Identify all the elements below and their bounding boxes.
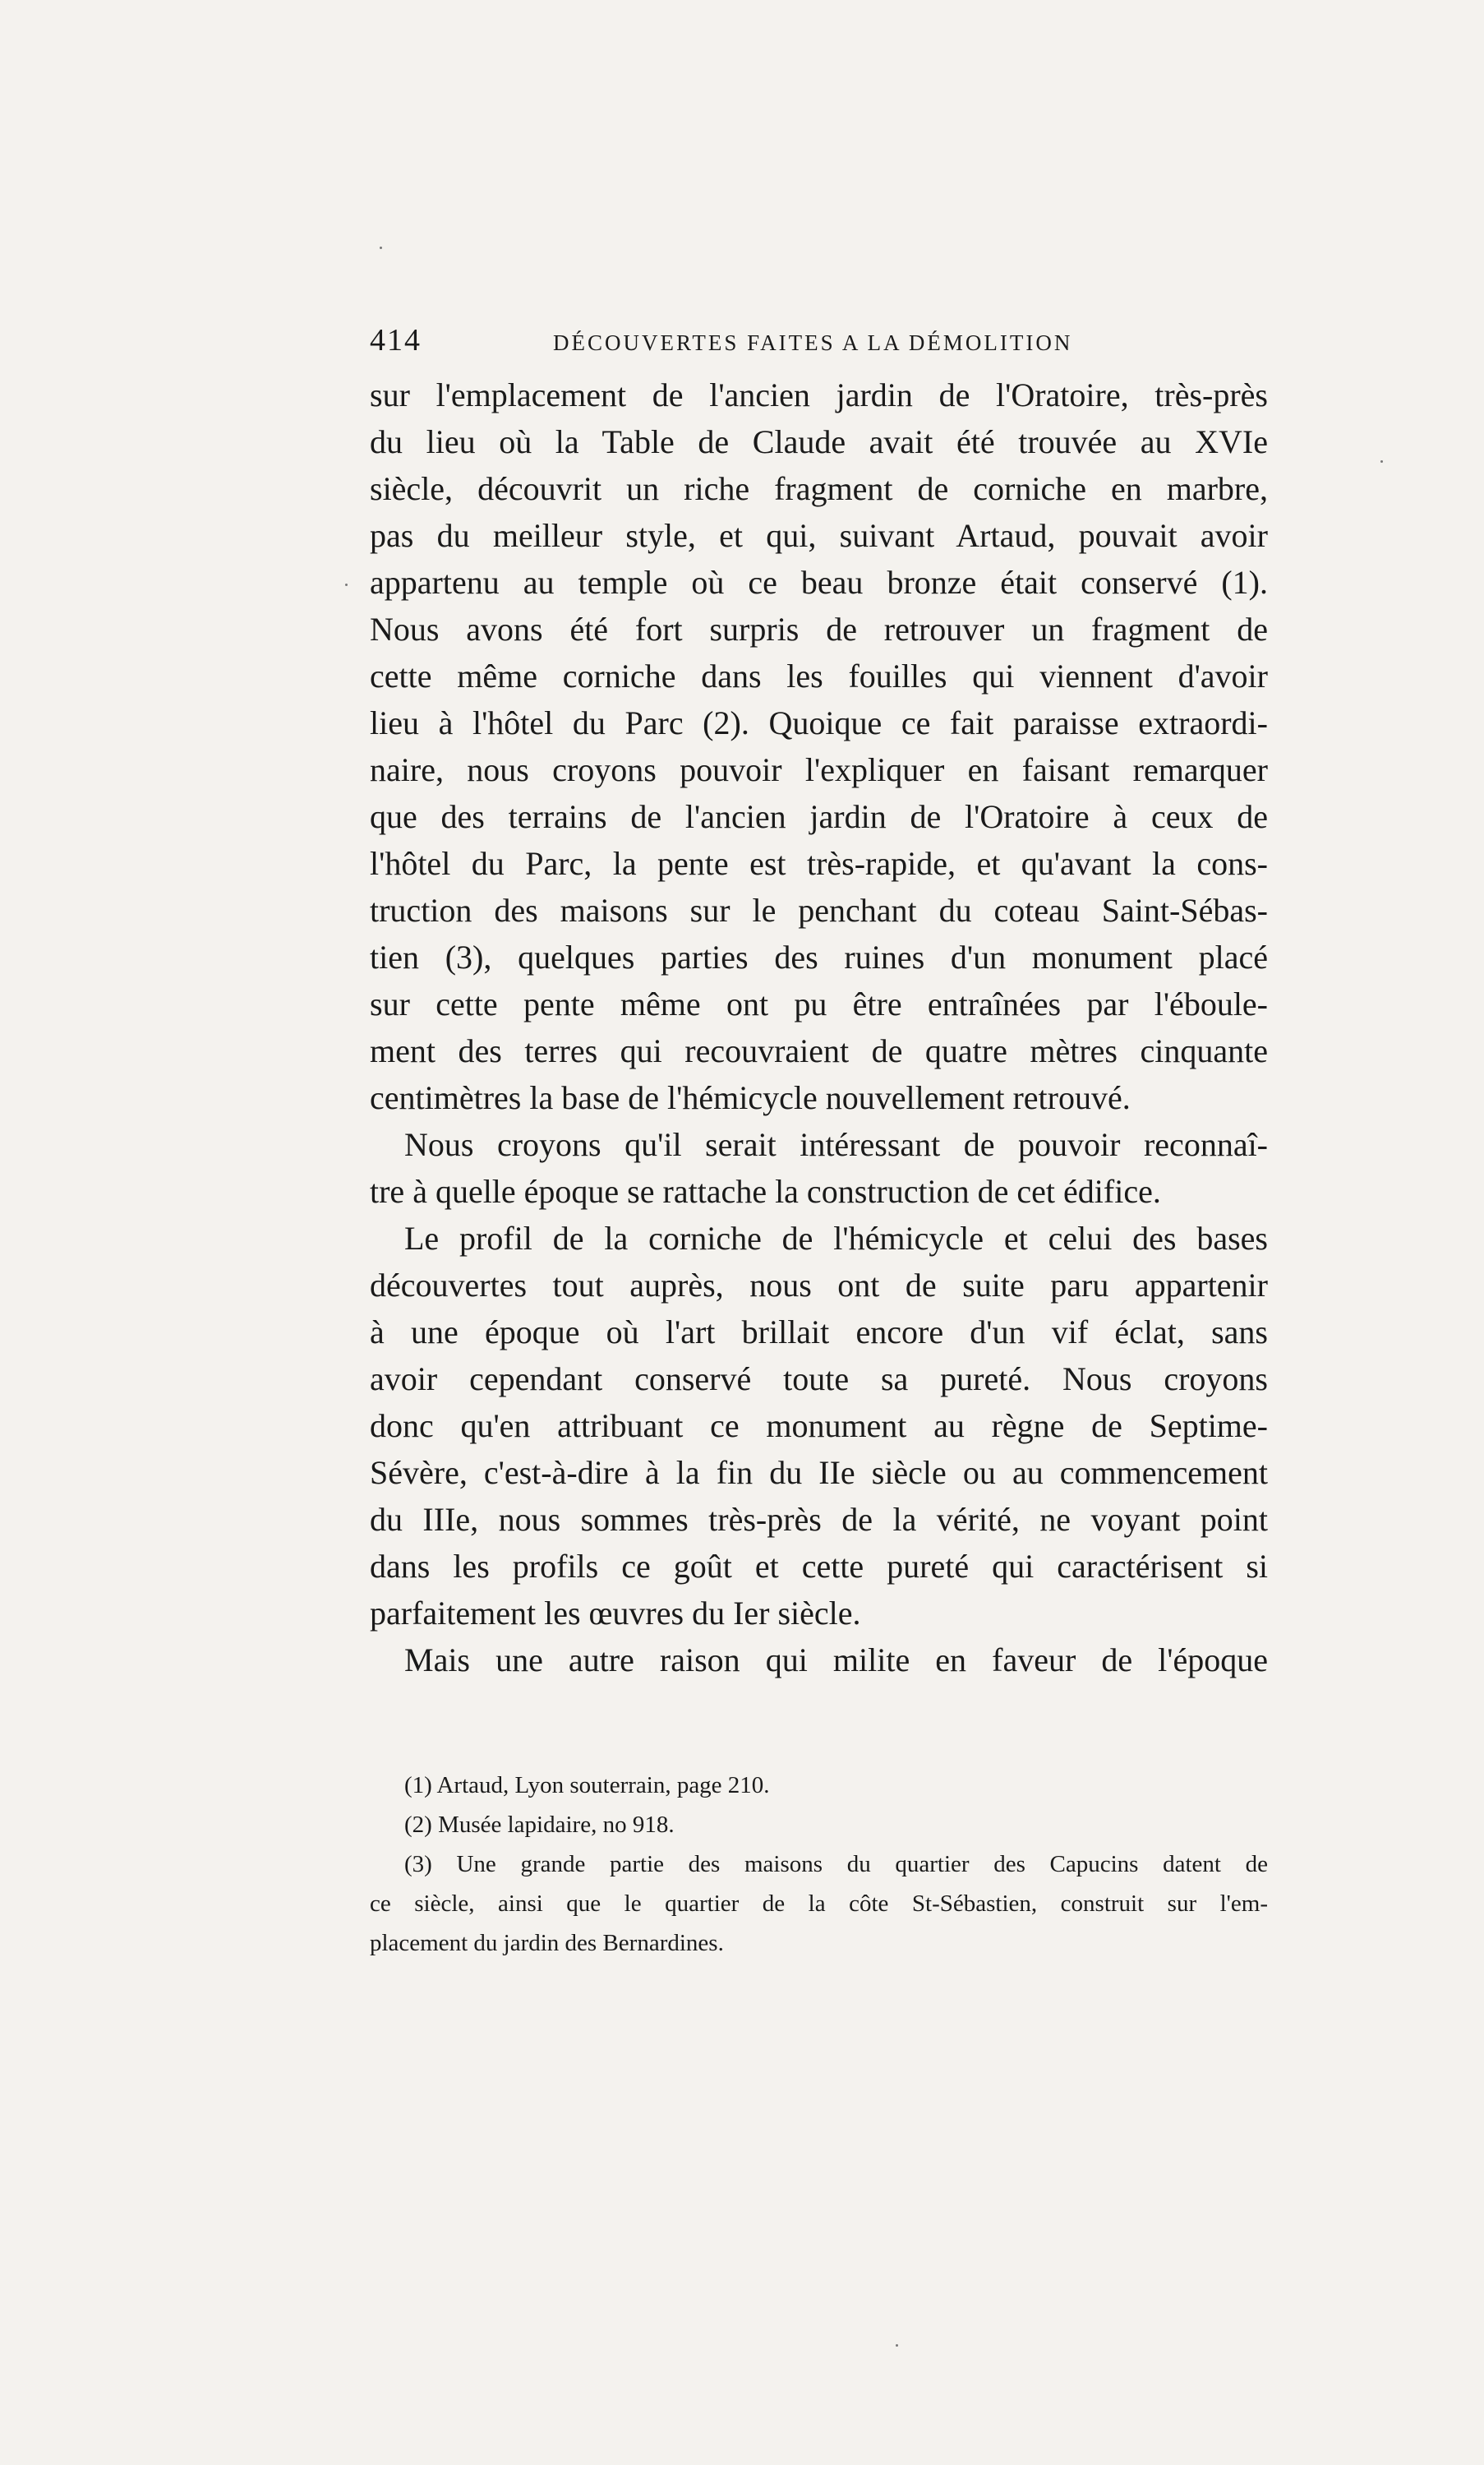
text-line: pas du meilleur style, et qui, suivant Artaud, pouvait avoir (370, 517, 1268, 554)
text-line: Sévère, c'est-à-dire à la fin du IIe siècle ou au commencement (370, 1454, 1268, 1491)
scan-speck (345, 584, 348, 586)
main-text (370, 372, 1268, 1683)
text-line: naire, nous croyons pouvoir l'expliquer en faisant remarquer (370, 751, 1268, 788)
text-line: du lieu où la Table de Claude avait été trouvée au XVIe (370, 423, 1268, 460)
text-line: Nous avons été fort surpris de retrouver un fragment de (370, 611, 1268, 648)
text-line: avoir cependant conservé toute sa pureté. Nous croyons (370, 1360, 1268, 1397)
text-line: à une époque où l'art brillait encore d'un vif éclat, sans (370, 1313, 1268, 1350)
text-line: Nous croyons qu'il serait intéressant de pouvoir reconnaî- (404, 1126, 1268, 1163)
text-line: Le profil de la corniche de l'hémicycle et celui des bases (404, 1220, 1268, 1257)
text-line: appartenu au temple où ce beau bronze était conservé (1). (370, 564, 1268, 601)
running-title: DÉCOUVERTES FAITES A LA DÉMOLITION (553, 330, 1073, 355)
footnotes (370, 1766, 1268, 1963)
text-line: Mais une autre raison qui milite en faveur de l'époque (404, 1641, 1268, 1678)
text-line: que des terrains de l'ancien jardin de l'Oratoire à ceux de (370, 798, 1268, 835)
text-line: siècle, découvrit un riche fragment de corniche en marbre, (370, 470, 1268, 507)
footnote-continuation: ce siècle, ainsi que le quartier de la côte St-Sébastien, construit sur l'em- (370, 1890, 1268, 1917)
text-line: parfaitement les œuvres du Ier siècle. (370, 1595, 861, 1632)
page-header (370, 322, 1109, 372)
text-line: l'hôtel du Parc, la pente est très-rapide, et qu'avant la cons- (370, 845, 1268, 882)
page-number: 414 (370, 323, 422, 358)
footnote: (2) Musée lapidaire, no 918. (404, 1812, 675, 1838)
footnote: (1) Artaud, Lyon souterrain, page 210. (404, 1772, 770, 1798)
footnote: (3) Une grande partie des maisons du quartier des Capucins datent de (404, 1851, 1268, 1877)
text-line: cette même corniche dans les fouilles qui viennent d'avoir (370, 658, 1268, 695)
scan-speck (896, 2344, 898, 2347)
text-line: lieu à l'hôtel du Parc (2). Quoique ce fait paraisse extraordi- (370, 704, 1268, 741)
scan-speck (1380, 460, 1383, 463)
text-line: tien (3), quelques parties des ruines d'un monument placé (370, 939, 1268, 976)
text-line: centimètres la base de l'hémicycle nouvellement retrouvé. (370, 1079, 1131, 1116)
text-line: découvertes tout auprès, nous ont de suite paru appartenir (370, 1267, 1268, 1304)
text-line: ment des terres qui recouvraient de quatre mètres cinquante (370, 1032, 1268, 1069)
text-line: truction des maisons sur le penchant du coteau Saint-Sébas- (370, 892, 1268, 929)
text-line: dans les profils ce goût et cette pureté qui caractérisent si (370, 1548, 1268, 1585)
scan-speck (380, 247, 382, 249)
text-line: tre à quelle époque se rattache la construction de cet édifice. (370, 1173, 1161, 1210)
text-line: donc qu'en attribuant ce monument au règne de Septime- (370, 1407, 1268, 1444)
footnote-continuation: placement du jardin des Bernardines. (370, 1930, 724, 1956)
text-line: du IIIe, nous sommes très-près de la vérité, ne voyant point (370, 1501, 1268, 1538)
text-line: sur cette pente même ont pu être entraînées par l'éboule- (370, 986, 1268, 1022)
text-line: sur l'emplacement de l'ancien jardin de l'Oratoire, très-près (370, 376, 1268, 413)
